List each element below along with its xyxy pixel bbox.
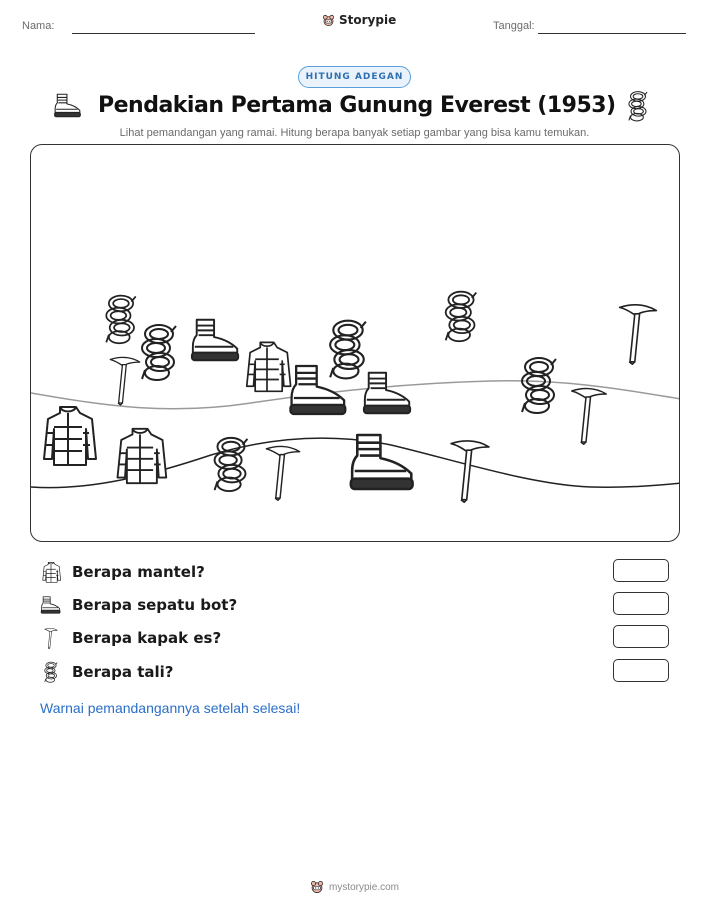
rope-icon	[627, 90, 649, 122]
scene-illustration	[31, 145, 680, 542]
rope-icon	[330, 321, 366, 379]
footer	[0, 880, 709, 894]
rope-icon	[446, 292, 477, 342]
instruction-text: Lihat pemandangan yang ramai. Hitung berapa banyak setiap gambar yang bisa kamu temukan.	[119, 127, 590, 139]
rope-icon	[522, 358, 556, 413]
question-text: Berapa mantel?	[72, 563, 205, 581]
brand-logo	[322, 13, 396, 27]
date-label: Tanggal:	[493, 20, 535, 32]
rope-icon	[142, 325, 176, 380]
date-field[interactable]	[538, 33, 686, 34]
scene-count-badge: HITUNG ADEGAN	[298, 66, 411, 88]
boot-icon	[53, 92, 83, 119]
footer-site: mystorypie.com	[328, 881, 399, 893]
rope-icon	[40, 661, 62, 683]
ice-axe-icon	[572, 389, 607, 445]
rope-icon	[106, 296, 135, 344]
answer-box-coats[interactable]	[613, 559, 669, 582]
question-text: Berapa tali?	[72, 663, 174, 681]
coloring-note: Warnai pemandangannya setelah selesai!	[40, 700, 301, 716]
ice-axe-icon	[451, 441, 489, 502]
jacket-icon	[40, 561, 62, 583]
boot-icon	[192, 320, 238, 361]
boot-icon	[364, 373, 410, 414]
answer-box-ropes[interactable]	[613, 659, 669, 682]
ice-axe-icon	[40, 627, 62, 649]
brand-name: Storypie	[339, 13, 397, 27]
scene-frame[interactable]	[30, 144, 680, 542]
answer-box-ice-axes[interactable]	[613, 625, 669, 648]
ice-axe-icon	[110, 357, 139, 405]
jacket-icon	[247, 342, 291, 391]
jacket-icon	[44, 407, 96, 465]
name-label: Nama:	[22, 20, 55, 32]
page-title: Pendakian Pertama Gunung Everest (1953)	[98, 93, 616, 118]
rope-icon	[215, 438, 248, 491]
question-row-coats	[40, 561, 205, 583]
ice-axe-icon	[620, 305, 657, 364]
boot-icon	[290, 366, 345, 414]
answer-box-boots[interactable]	[613, 592, 669, 615]
question-row-ropes	[40, 661, 173, 683]
question-row-ice-axes	[40, 627, 221, 649]
ice-axe-icon	[266, 446, 299, 500]
boot-icon	[40, 594, 62, 616]
name-field[interactable]	[72, 33, 255, 34]
jacket-icon	[118, 429, 167, 483]
question-row-boots	[40, 594, 237, 616]
question-text: Berapa kapak es?	[72, 629, 222, 647]
question-text: Berapa sepatu bot?	[72, 596, 238, 614]
bear-logo-icon	[322, 14, 335, 27]
bear-logo-icon	[310, 880, 324, 894]
